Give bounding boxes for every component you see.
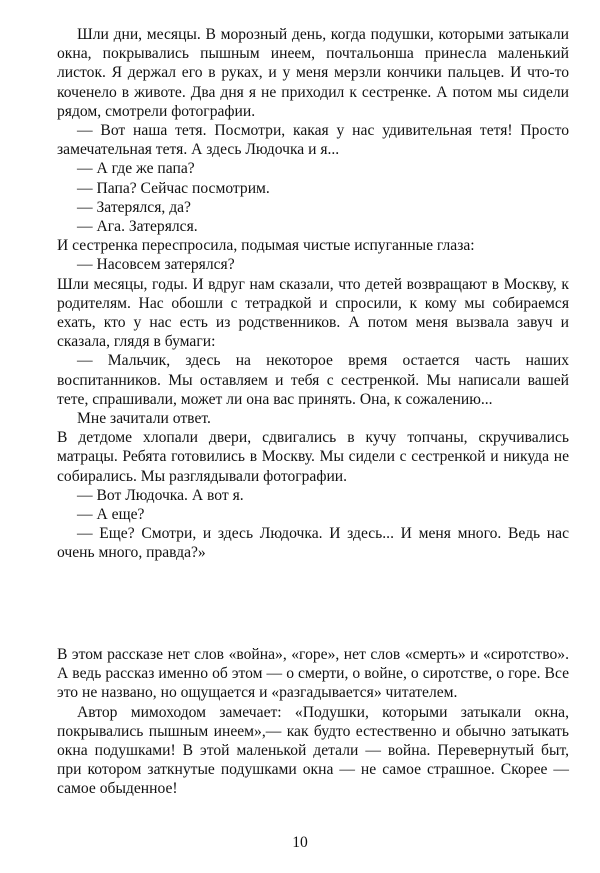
dialogue-line: — А где же папа? [77,160,195,178]
story-excerpt [57,25,569,563]
commentary-paragraph: В этом рассказе нет слов «война», «горе», нет слов «смерть» и «сиротство». А ведь рассказ именно об этом — о смерти, о войне, о сиротстве, о горе. Все это не названо, но ощущается и «разгадывается» читателем. [57,646,569,702]
dialogue-line: — А еще? [77,506,145,524]
commentary-paragraph: Автор мимоходом замечает: «Подушки, которыми затыкали окна, покрывались пышным инеем»,— как будто естественно и обычно затыкать окна подушками! В этой маленькой детали — война. Перевернутый быт, при котором заткнутые подушками окна — не самое страшное. Скорее — самое обыденное! [57,703,569,798]
dialogue-line: — Мальчик, здесь на некоторое время остается часть наших воспитанников. Мы оставляем и тебя с сестренкой. Мы написали вашей тете, спрашивали, может ли она вас принять. Она, к сожалению... [57,352,569,408]
dialogue-line: — Ага. Затерялся. [77,218,198,236]
dialogue-line: — Папа? Сейчас посмотрим. [77,179,270,197]
dialogue-line: — Затерялся, да? [77,198,191,216]
page-number: 10 [292,834,308,851]
commentary [57,645,569,799]
story-paragraph: Шли месяцы, годы. И вдруг нам сказали, что детей возвращают в Москву, к родителям. Нас обошли с тетрадкой и спросили, к кому мы собираемся ехать, кто у нас есть из родственников. А потом меня вызвала завуч и сказала, глядя в бумаги: [57,275,569,351]
story-paragraph: И сестренка переспросила, подымая чистые испуганные глаза: [57,237,475,255]
dialogue-line: — Вот наша тетя. Посмотри, какая у нас удивительная тетя! Просто замечательная тетя. А здесь Людочка и я... [57,122,569,159]
dialogue-line: — Еще? Смотри, и здесь Людочка. И здесь... И меня много. Ведь нас очень много, правда?» [57,525,569,562]
story-paragraph: Мне зачитали ответ. [77,410,211,428]
story-paragraph: В детдоме хлопали двери, сдвигались в кучу топчаны, скручивались матрацы. Ребята готовились в Москву. Мы сидели с сестренкой и никуда не собирались. Мы разглядывали фотографии. [57,429,569,485]
dialogue-line: — Вот Людочка. А вот я. [77,486,244,504]
dialogue-line: — Насовсем затерялся? [77,256,235,274]
story-paragraph: Шли дни, месяцы. В морозный день, когда подушки, которыми затыкали окна, покрывались пышным инеем, почтальонша принесла маленький листок. Я держал его в руках, и у меня мерзли кончики пальцев. И что-то коченело в животе. Два дня я не приходил к сестренке. А потом мы сидели рядом, смотрели фотографии. [57,26,569,120]
